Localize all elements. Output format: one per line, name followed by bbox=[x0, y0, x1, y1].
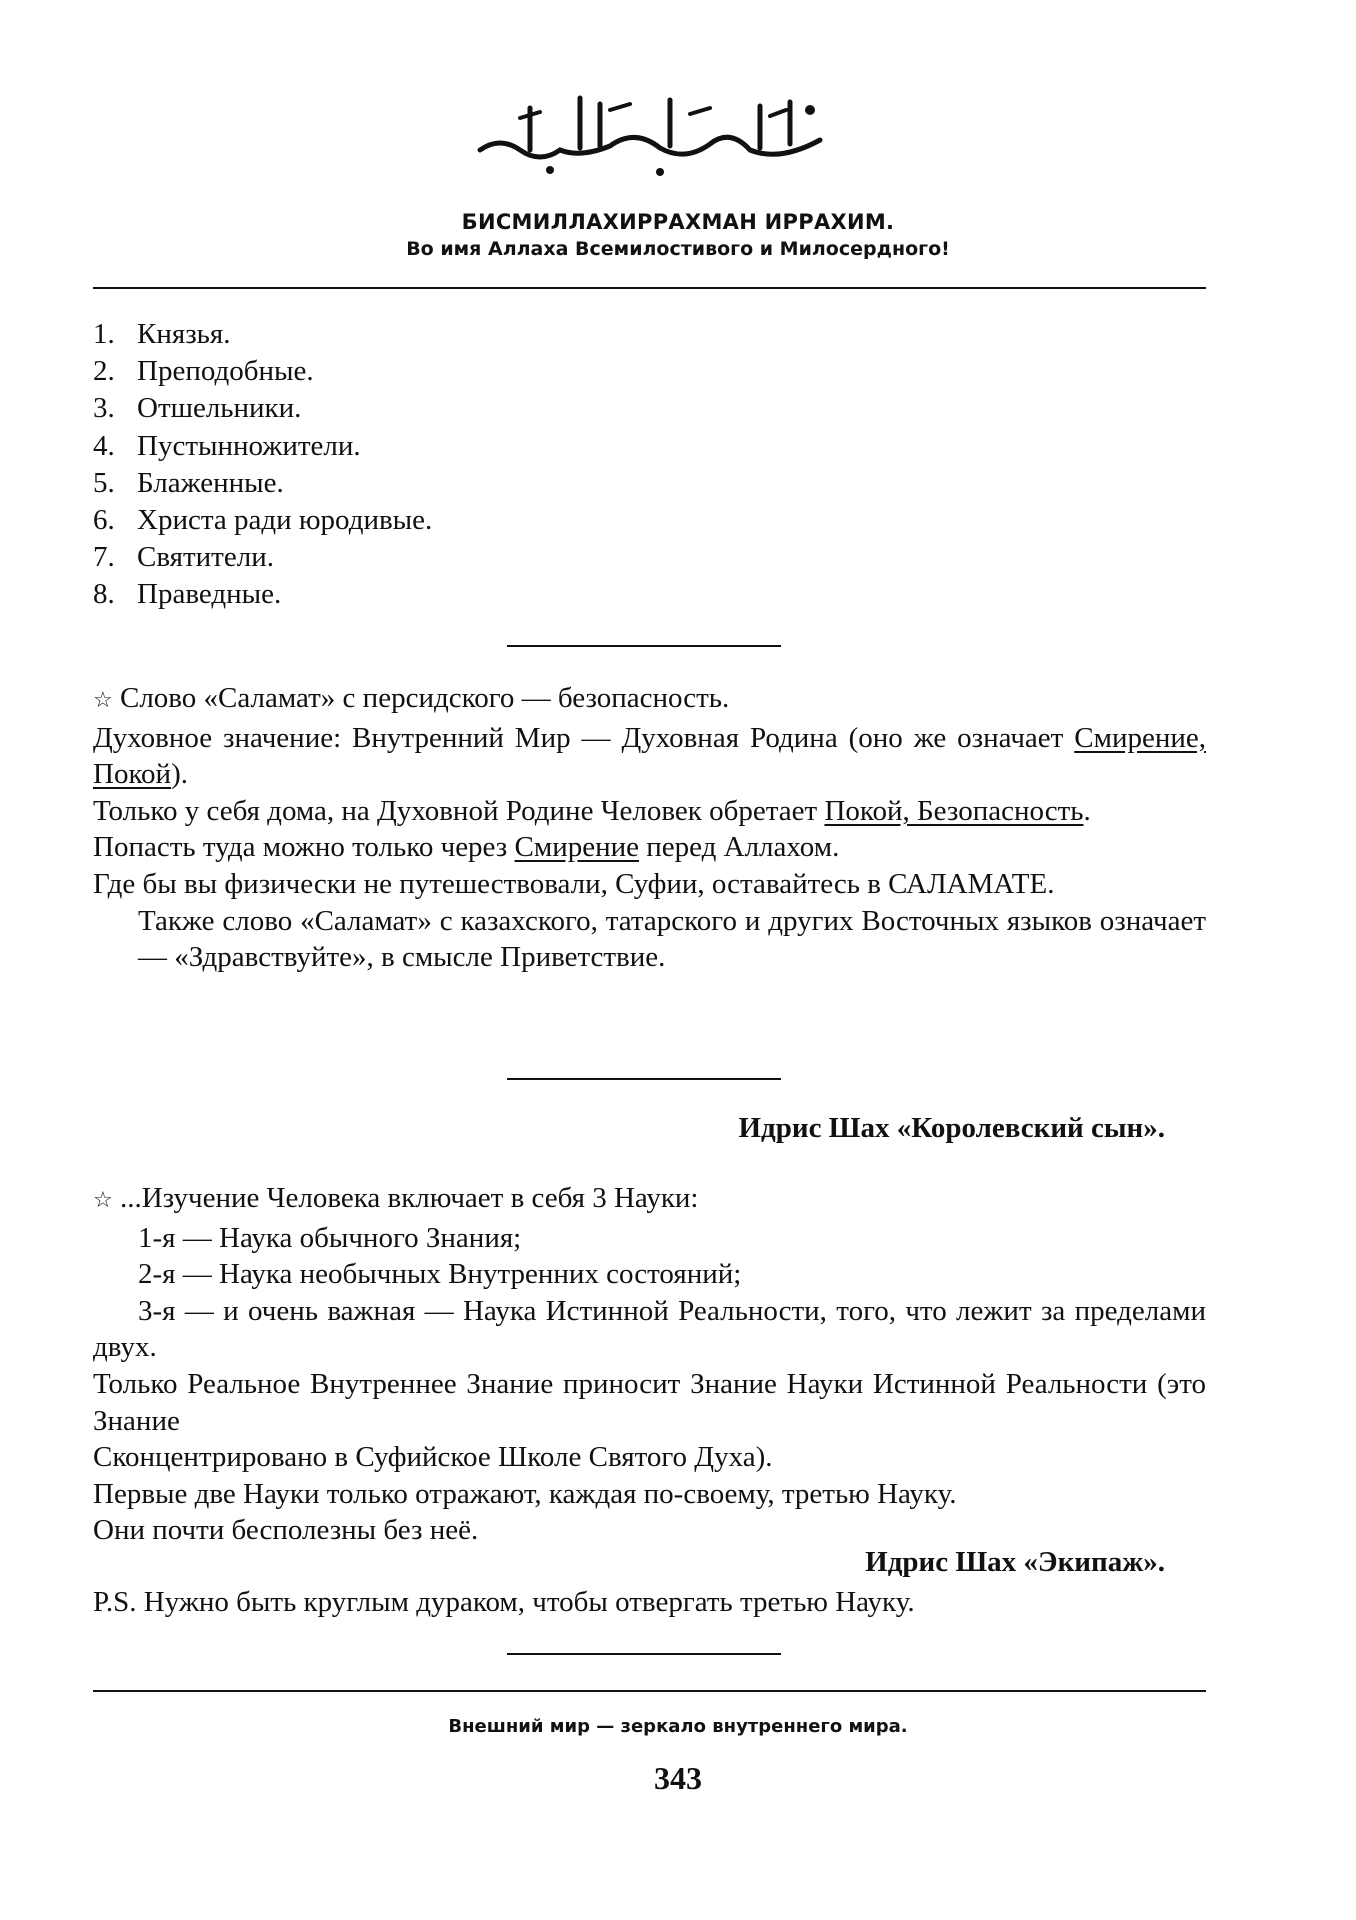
section-divider bbox=[507, 1078, 781, 1080]
bismillah-calligraphy bbox=[460, 88, 840, 188]
sciences-section bbox=[93, 1180, 1206, 1549]
signature-crew: Идрис Шах «Экипаж». bbox=[865, 1546, 1165, 1578]
section-divider bbox=[507, 645, 781, 647]
bismillah-translation: Во имя Аллаха Всемилостивого и Милосердного! bbox=[406, 238, 950, 260]
sciences-intro: ☆ ...Изучение Человека включает в себя 3 Науки: bbox=[93, 1182, 699, 1214]
salamat-spiritual-meaning: Духовное значение: Внутренний Мир — Духовная Родина (оно же означает Смирение, Покой). bbox=[93, 721, 1206, 791]
sciences-paragraph: Первые две Науки только отражают, каждая по-своему, третью Науку. bbox=[93, 1477, 957, 1510]
salamat-section bbox=[93, 680, 1206, 976]
list-item: 6. Христа ради юродивые. bbox=[93, 504, 433, 537]
salamat-humility: Попасть туда можно только через Смирение перед Аллахом. bbox=[93, 831, 840, 864]
salamat-home: Только у себя дома, на Духовной Родине Человек обретает Покой, Безопасность. bbox=[93, 794, 1091, 827]
list-item: 7. Святители. bbox=[93, 541, 274, 574]
list-item: 4. Пустынножители. bbox=[93, 429, 361, 462]
salamat-definition: ☆ Слово «Саламат» с персидского — безопасность. bbox=[93, 682, 730, 714]
star-icon: ☆ bbox=[93, 688, 113, 713]
signature-royal-son: Идрис Шах «Королевский сын». bbox=[738, 1112, 1165, 1144]
star-icon: ☆ bbox=[93, 1188, 113, 1213]
list-item: 3. Отшельники. bbox=[93, 392, 302, 425]
header-divider bbox=[93, 287, 1206, 289]
salamat-greeting: Также слово «Саламат» с казахского, татарского и других Восточных языков означает — «Здравствуйте», в смысле Приветствие. bbox=[138, 904, 1206, 974]
page-number: 343 bbox=[654, 1760, 702, 1796]
science-item: 1-я — Наука обычного Знания; bbox=[138, 1221, 522, 1254]
salamat-travel: Где бы вы физически не путешествовали, Суфии, оставайтесь в САЛАМАТЕ. bbox=[93, 867, 1055, 900]
list-item: 1. Князья. bbox=[93, 318, 231, 350]
list-item: 2. Преподобные. bbox=[93, 355, 314, 388]
science-item: 3-я — и очень важная — Наука Истинной Реальности, того, что лежит за пределами двух. bbox=[93, 1294, 1206, 1364]
saints-list bbox=[93, 316, 432, 614]
sciences-paragraph: Сконцентрировано в Суфийское Школе Святого Духа). bbox=[93, 1441, 773, 1474]
footer-motto: Внешний мир — зеркало внутреннего мира. bbox=[448, 1716, 908, 1737]
bismillah-transliteration: БИСМИЛЛАХИРРАХМАН ИРРАХИМ. bbox=[461, 210, 895, 234]
sciences-paragraph: Они почти бесполезны без неё. bbox=[93, 1514, 479, 1547]
list-item: 5. Блаженные. bbox=[93, 466, 284, 499]
science-item: 2-я — Наука необычных Внутренних состояний; bbox=[138, 1258, 742, 1291]
postscript: P.S. Нужно быть круглым дураком, чтобы отвергать третью Науку. bbox=[93, 1586, 915, 1618]
list-item: 8. Праведные. bbox=[93, 578, 282, 611]
footer-divider bbox=[93, 1690, 1206, 1692]
sciences-paragraph: Только Реальное Внутреннее Знание приносит Знание Науки Истинной Реальности (это Знание bbox=[93, 1367, 1206, 1437]
calligraphy-image bbox=[460, 88, 840, 188]
section-divider bbox=[507, 1653, 781, 1655]
